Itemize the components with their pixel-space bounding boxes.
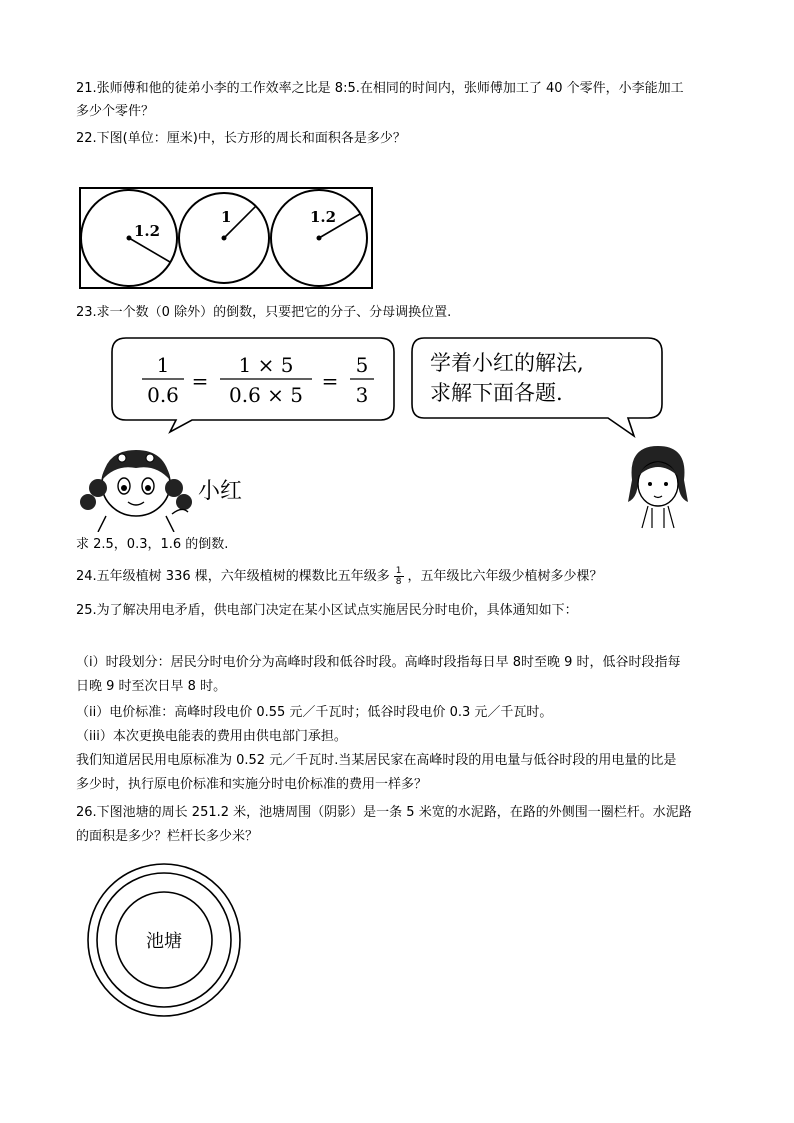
pond-figure (84, 860, 244, 1020)
q21-line2: 多少个零件？ (76, 104, 155, 119)
frac1-den: 0.6 (147, 383, 179, 407)
frac3-den: 3 (355, 383, 369, 407)
bubble-right-line1: 学着小红的解法, (430, 351, 584, 375)
q25-intro: 25.为了解决用电矛盾，供电部门决定在某小区试点实施居民分时电价，具体通知如下： (76, 603, 578, 618)
pond-label: 池塘 (146, 931, 182, 952)
q23-task: 求 2.5，0.3，1.6 的倒数. (76, 537, 229, 552)
radius-label-3: 1.2 (310, 208, 337, 226)
q26-line2: 的面积是多少？栏杆长多少米？ (76, 829, 259, 844)
girl-right-illustration (618, 440, 698, 530)
frac2-num: 1 × 5 (238, 353, 294, 377)
q24-text (76, 566, 726, 588)
frac1-num: 1 (156, 353, 170, 377)
equals-1: = (191, 369, 209, 393)
rectangle-circles-figure (78, 186, 374, 290)
speech-bubble-left (108, 334, 398, 434)
q25-item2: （ii）电价标准：高峰时段电价 0.55 元／千瓦时；低谷时段电价 0.3 元／千瓦时。 (76, 705, 553, 720)
speech-bubble-right (408, 334, 668, 440)
girl-xiaohong-illustration (76, 440, 196, 532)
radius-label-1: 1.2 (134, 222, 161, 240)
q25-item1-line1: （i）时段划分：居民分时电价分为高峰时段和低谷时段。高峰时段指每日早 8时至晚 9 时，低谷时段指每 (76, 655, 681, 670)
q25-question-line2: 多少时，执行原电价标准和实施分时电价标准的费用一样多？ (76, 777, 428, 792)
fraction-one-eighth (394, 566, 404, 587)
q22-text: 22.下图(单位：厘米)中，长方形的周长和面积各是多少？ (76, 131, 406, 146)
fraction-numerator: 1 (395, 566, 402, 576)
fraction-denominator: 8 (395, 577, 402, 587)
q26-line1: 26.下图池塘的周长 251.2 米，池塘周围（阴影）是一条 5 米宽的水泥路，在路的外侧围一圈栏杆。水泥路 (76, 805, 692, 820)
equals-2: = (321, 369, 339, 393)
bubble-right-line2: 求解下面各题. (430, 381, 563, 405)
radius-1 (129, 238, 170, 262)
frac3-num: 5 (355, 353, 369, 377)
q21-line1: 21.张师傅和他的徒弟小李的工作效率之比是 8:5.在相同的时间内，张师傅加工了 40 个零件，小李能加工 (76, 81, 684, 96)
frac2-den: 0.6 × 5 (228, 383, 304, 407)
radius-label-2: 1 (221, 208, 232, 226)
q23-text: 23.求一个数（0 除外）的倒数，只要把它的分子、分母调换位置. (76, 305, 452, 320)
q25-item3: （iii）本次更换电能表的费用由供电部门承担。 (76, 729, 347, 744)
q24-before: 24.五年级植树 336 棵，六年级植树的棵数比五年级多 (76, 569, 390, 584)
q25-item1-line2: 日晚 9 时至次日早 8 时。 (76, 679, 227, 694)
q25-question-line1: 我们知道居民用电原标准为 0.52 元／千瓦时.当某居民家在高峰时段的用电量与低谷时段的用电量的比是 (76, 753, 677, 768)
q24-after: ，五年级比六年级少植树多少棵？ (407, 569, 603, 584)
girl-name-label: 小红 (198, 479, 243, 504)
